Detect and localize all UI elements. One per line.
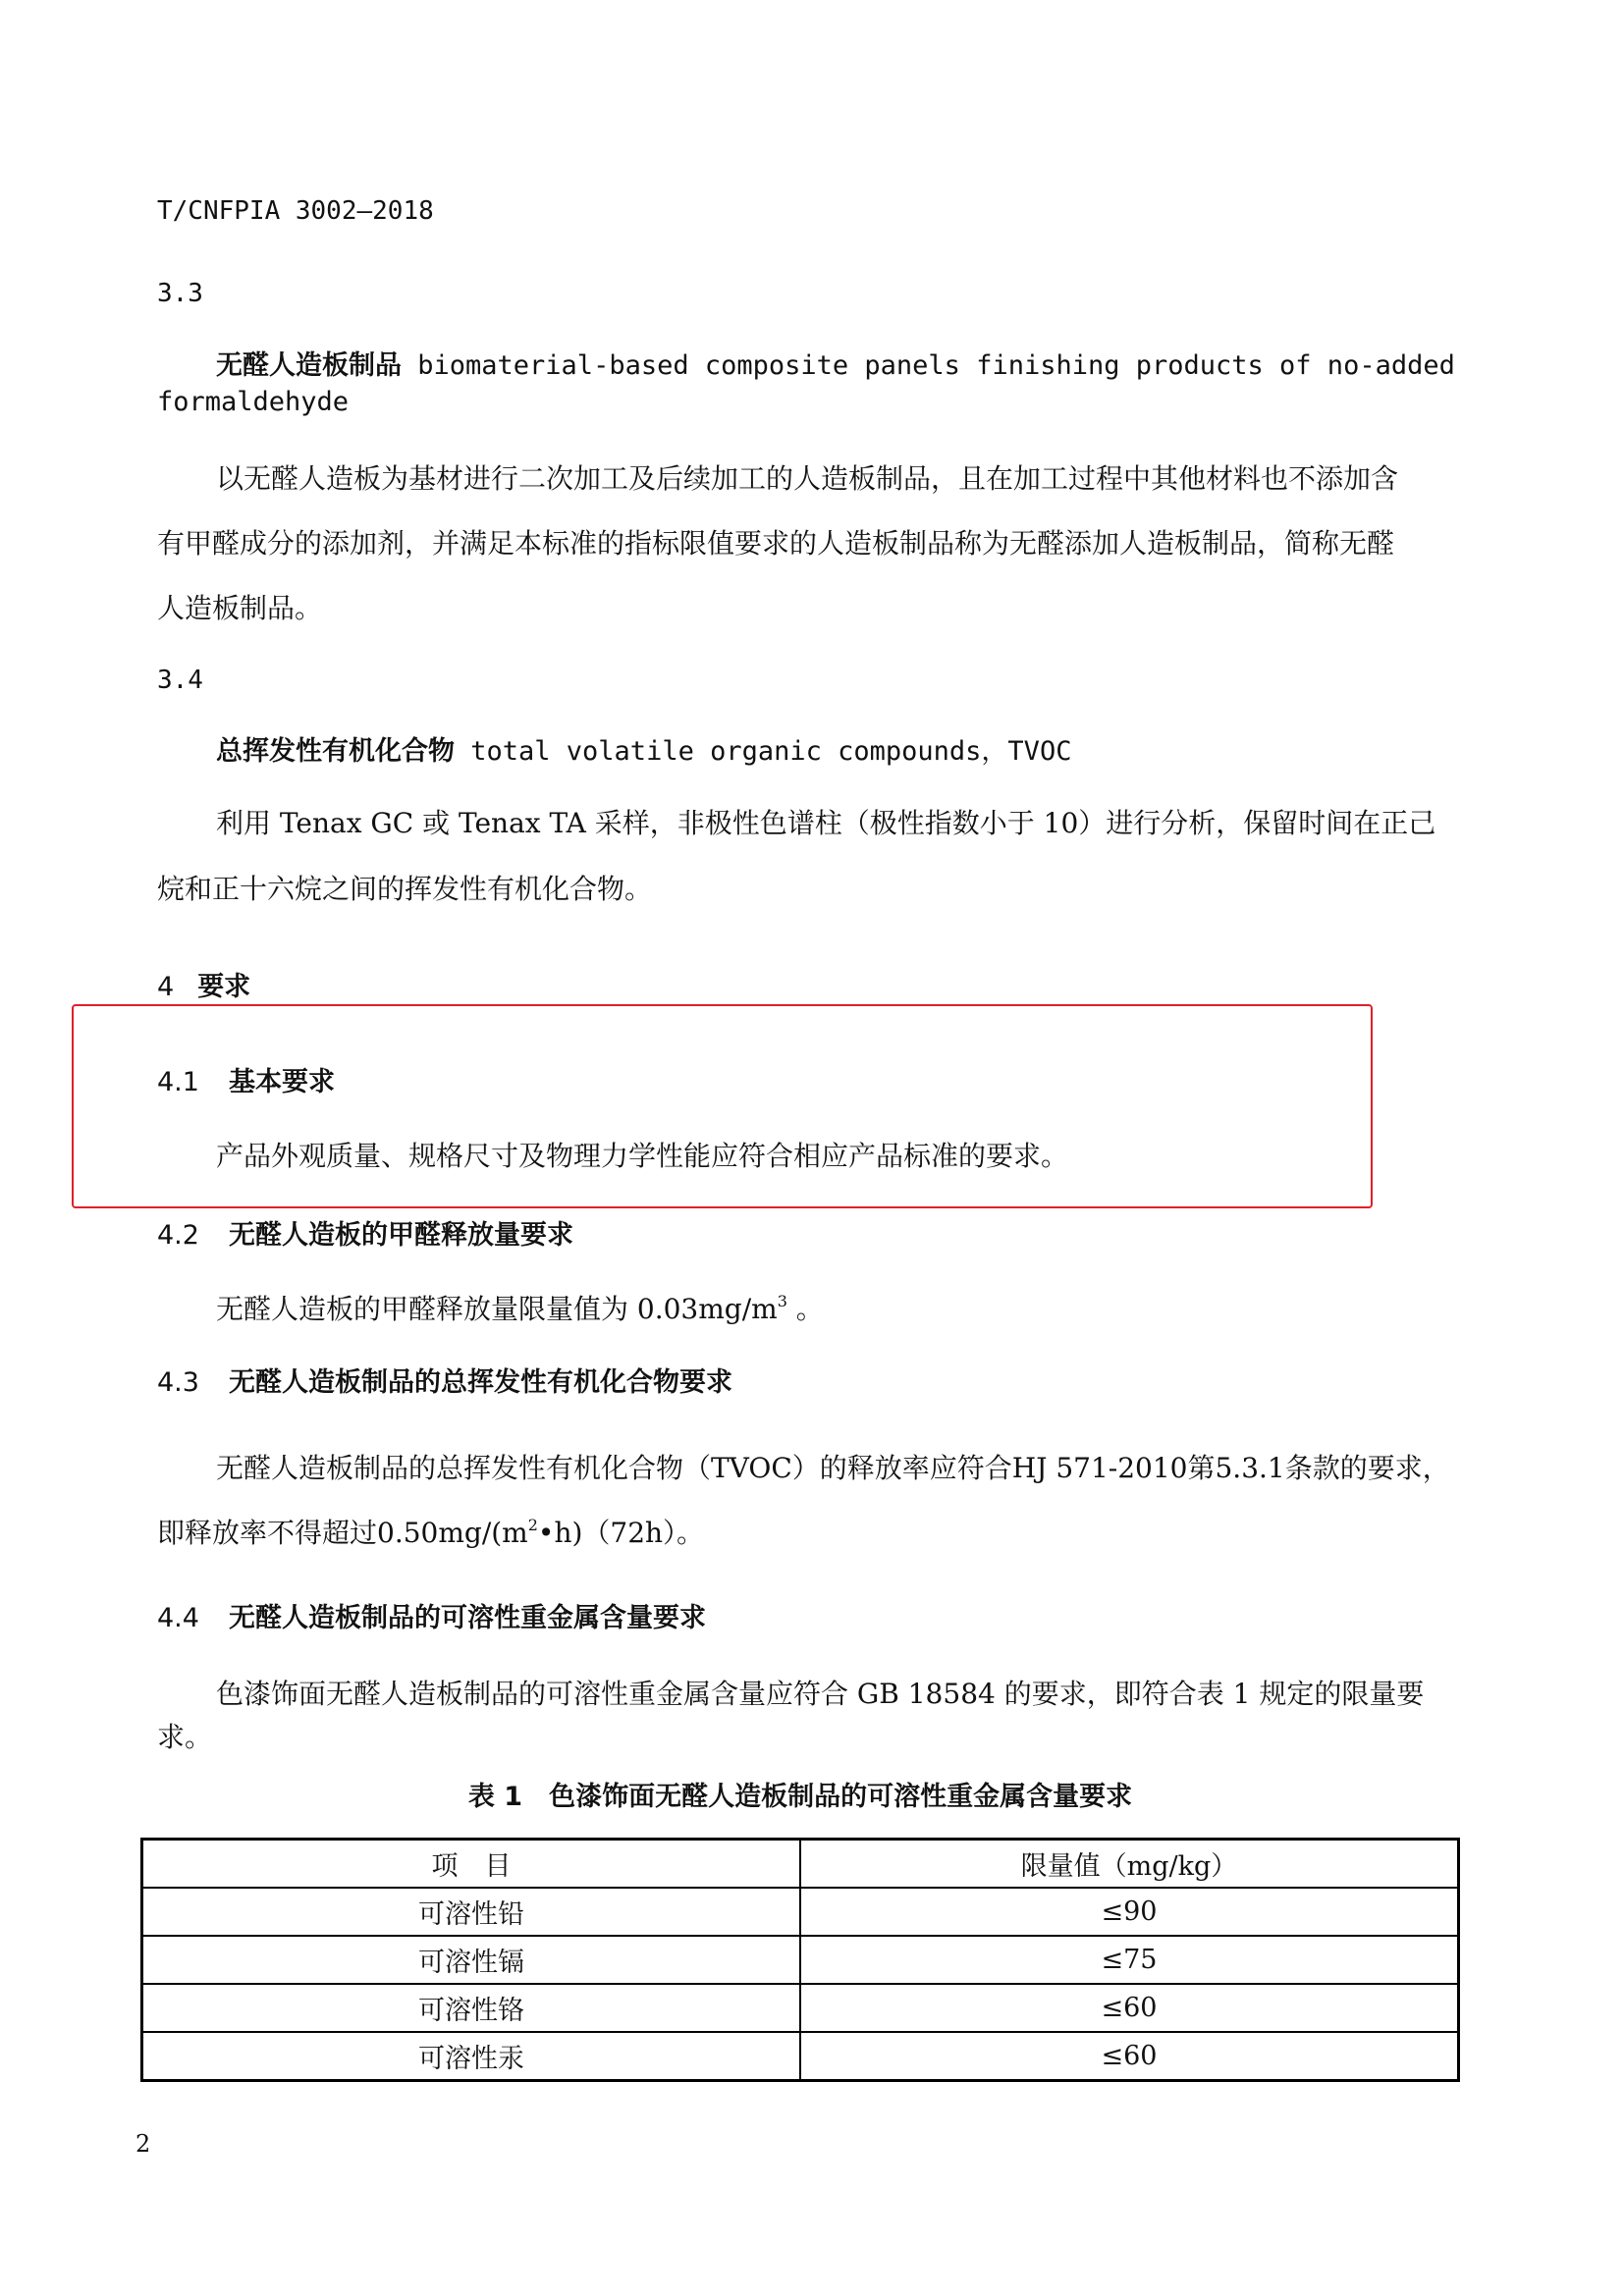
text-main: 无醛人造板的甲醛释放量限量值为 0.03mg/m: [216, 1293, 778, 1325]
section-title: 无醛人造板制品的总挥发性有机化合物要求: [228, 1367, 732, 1398]
table-row: [142, 1984, 1459, 2032]
section-4-3-line: [157, 1512, 704, 1551]
superscript: 2: [527, 1516, 538, 1534]
limit-cell: ≤90: [800, 1888, 1459, 1936]
column-header: 限量值（mg/kg）: [800, 1840, 1459, 1889]
definition-line: 利用 Tenax GC 或 Tenax TA 采样，非极性色谱柱（极性指数小于 10）进行分析，保留时间在正己: [216, 807, 1436, 839]
section-4-3-heading: [157, 1361, 732, 1399]
section-title: 基本要求: [228, 1067, 335, 1097]
table-row: [142, 2032, 1459, 2081]
definition-line: 有甲醛成分的添加剂，并满足本标准的指标限值要求的人造板制品称为无醛添加人造板制品，简称无醛: [157, 527, 1395, 560]
section-4-2-text: [216, 1288, 824, 1327]
definition-line: 以无醛人造板为基材进行二次加工及后续加工的人造板制品，且在加工过程中其他材料也不添加含: [216, 462, 1399, 495]
section-number: 4.3: [157, 1367, 199, 1398]
section-number: 4.2: [157, 1220, 199, 1251]
section-number: 4.4: [157, 1603, 199, 1633]
section-4-2-heading: [157, 1213, 573, 1252]
section-3-3-number: 3.3: [157, 279, 203, 308]
document-number: T/CNFPIA 3002—2018: [157, 196, 434, 226]
section-4-4-heading: [157, 1596, 706, 1634]
item-cell: 可溶性汞: [142, 2032, 801, 2081]
term-cn: 无醛人造板制品: [216, 350, 402, 381]
section-4-3-line: 无醛人造板制品的总挥发性有机化合物（TVOC）的释放率应符合HJ 571-2010第5.3.1条款的要求，: [216, 1452, 1450, 1484]
limit-cell: ≤60: [800, 1984, 1459, 2032]
term-cn: 总挥发性有机化合物: [216, 736, 455, 767]
limits-table: [140, 1838, 1460, 2082]
section-3-4-number: 3.4: [157, 666, 203, 695]
column-header: 项 目: [142, 1840, 801, 1889]
table-row: [142, 1936, 1459, 1984]
table-header-row: [142, 1840, 1459, 1889]
limit-cell: ≤60: [800, 2032, 1459, 2081]
definition-line: 烷和正十六烷之间的挥发性有机化合物。: [157, 873, 653, 905]
section-4-heading: [157, 965, 250, 1003]
text-end: •h)（72h）。: [537, 1517, 705, 1549]
highlight-box: [72, 1004, 1373, 1208]
item-cell: 可溶性镉: [142, 1936, 801, 1984]
table-row: [142, 1888, 1459, 1936]
page-number: 2: [135, 2130, 151, 2158]
term-en: biomaterial-based composite panels finishing products of no-added: [402, 350, 1455, 381]
section-number: 4.1: [157, 1067, 199, 1097]
superscript: 3: [777, 1292, 787, 1310]
section-4-1-text: 产品外观质量、规格尺寸及物理力学性能应符合相应产品标准的要求。: [216, 1140, 1069, 1172]
section-title: 要求: [197, 972, 251, 1002]
item-cell: 可溶性铅: [142, 1888, 801, 1936]
section-number: 4: [157, 972, 175, 1002]
text-main: 即释放率不得超过0.50mg/(m: [157, 1517, 528, 1549]
section-title: 无醛人造板的甲醛释放量要求: [228, 1220, 573, 1251]
definition-line: 人造板制品。: [157, 592, 323, 624]
text-end: 。: [786, 1293, 824, 1325]
section-4-4-line: 求。: [157, 1721, 213, 1753]
term-en: total volatile organic compounds，TVOC: [455, 736, 1072, 767]
section-4-1-heading: [157, 1060, 335, 1098]
limit-cell: ≤75: [800, 1936, 1459, 1984]
term-en-continuation: formaldehyde: [157, 387, 350, 417]
item-cell: 可溶性铬: [142, 1984, 801, 2032]
section-3-3-term: [216, 344, 1455, 382]
section-3-4-term: [216, 729, 1071, 768]
table-caption: 表 1 色漆饰面无醛人造板制品的可溶性重金属含量要求: [467, 1782, 1133, 1812]
section-title: 无醛人造板制品的可溶性重金属含量要求: [228, 1603, 706, 1633]
section-4-4-line: 色漆饰面无醛人造板制品的可溶性重金属含量应符合 GB 18584 的要求，即符合表 1 规定的限量要: [216, 1678, 1425, 1710]
